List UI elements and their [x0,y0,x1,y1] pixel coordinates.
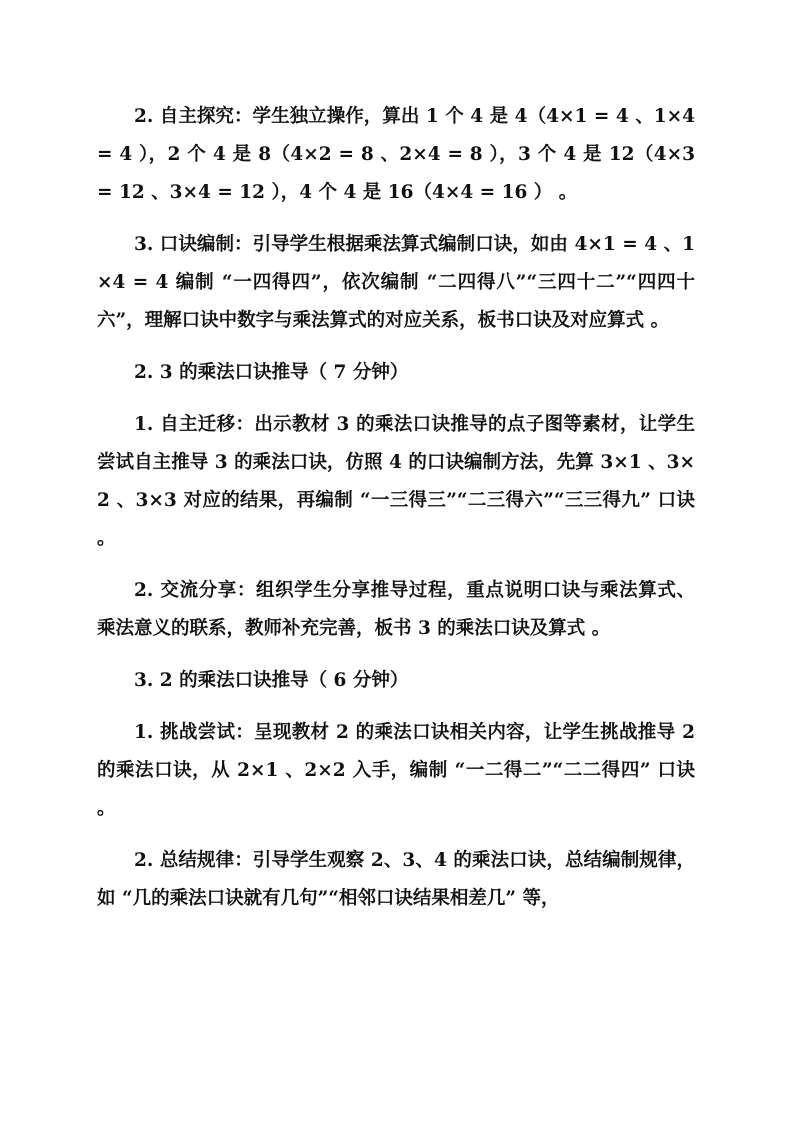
paragraph-step-share: 2. 交流分享：组织学生分享推导过程，重点说明口诀与乘法算式、乘法意义的联系，教师补充完善，板书 3 的乘法口诀及算式 。 [97,580,695,639]
paragraph-step-self-transfer: 1. 自主迁移：出示教材 3 的乘法口诀推导的点子图等素材，让学生尝试自主推导 3 的乘法口诀，仿照 4 的口诀编制方法，先算 3×1 、3×2 、3×3 对应的结果，再编制 “一三得三”“二三得六”“三三得九” 口诀 。 [97,414,695,549]
paragraph-step-formula-compose: 3. 口诀编制：引导学生根据乘法算式编制口诀，如由 4×1 = 4 、1×4 = 4 编制 “一四得四”，依次编制 “二四得八”“三四十二”“四四十六”，理解口诀中数字与乘法算式的对应关系，板书口诀及对应算式 。 [97,234,695,331]
paragraph-step-summary: 2. 总结规律：引导学生观察 2、3、4 的乘法口诀，总结编制规律，如 “几的乘法口诀就有几句”“相邻口诀结果相差几” 等， [97,850,695,909]
section-heading-3-multiplication: 2. 3 的乘法口诀推导（ 7 分钟） [134,362,409,383]
section-heading-2-multiplication: 3. 2 的乘法口诀推导（ 6 分钟） [134,670,409,691]
paragraph-step-challenge: 1. 挑战尝试：呈现教材 2 的乘法口诀相关内容，让学生挑战推导 2 的乘法口诀，从 2×1 、2×2 入手，编制 “一二得二”“二二得四” 口诀 。 [97,722,695,819]
document-page [97,98,695,932]
paragraph-step-self-explore: 2. 自主探究：学生独立操作，算出 1 个 4 是 4（4×1 = 4 、1×4 = 4 ），2 个 4 是 8（4×2 = 8 、2×4 = 8 ），3 个 4 是 12（4×3 = 12 、3×4 = 12 ），4 个 4 是 16（4×4 = 16 ） 。 [97,106,695,203]
